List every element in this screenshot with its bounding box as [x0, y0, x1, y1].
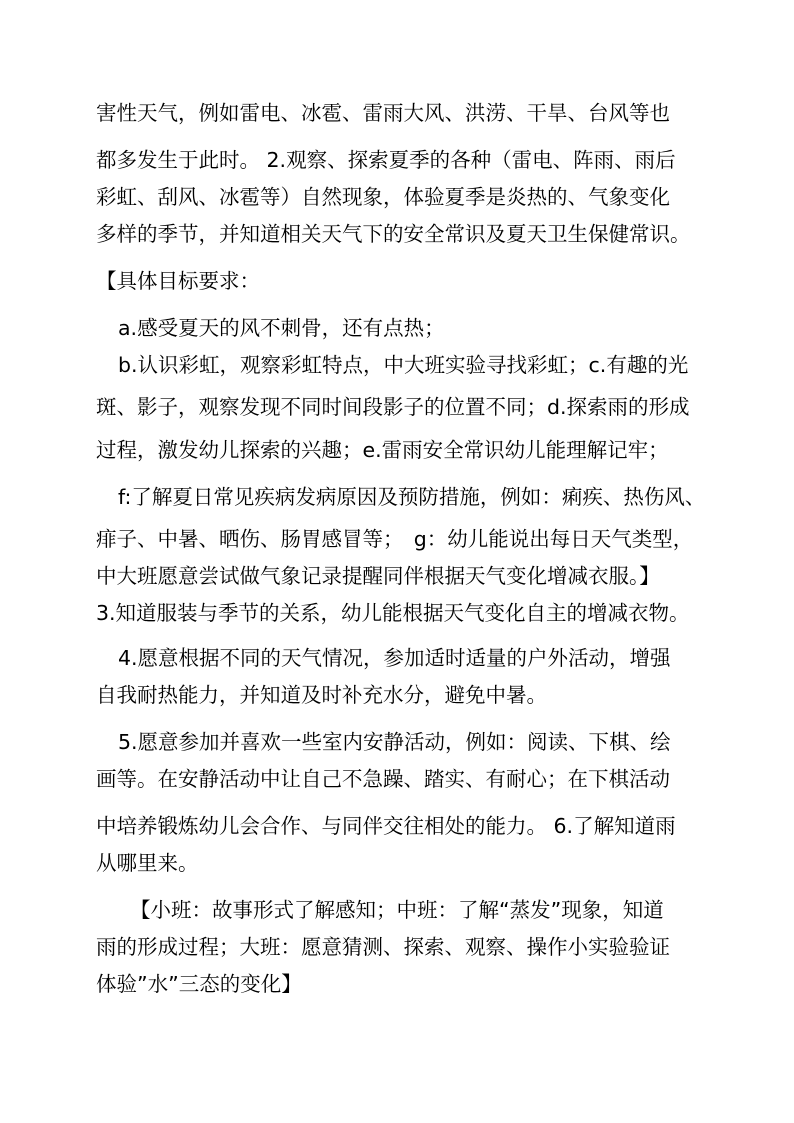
text-line: 害性天气，例如雷电、冰雹、雷雨大风、洪涝、干旱、台风等也 — [96, 101, 670, 125]
text-line: 彩虹、刮风、冰雹等）自然现象，体验夏季是炎热的、气象变化 — [96, 185, 670, 209]
text-line: b.认识彩虹，观察彩虹特点，中大班实验寻找彩虹；c.有趣的光 — [118, 353, 689, 377]
text-line: 【具体目标要求： — [96, 269, 260, 293]
text-line: 斑、影子，观察发现不同时间段影子的位置不同；d.探索雨的形成 — [96, 395, 690, 419]
text-line: 5.愿意参加并喜欢一些室内安静活动，例如：阅读、下棋、绘 — [118, 730, 671, 754]
text-line: 【小班：故事形式了解感知；中班：了解“蒸发”现象，知道 — [130, 898, 664, 922]
text-line: 过程，激发幼儿探索的兴趣；e.雷雨安全常识幼儿能理解记牢； — [96, 438, 669, 462]
text-line: 雨的形成过程；大班：愿意猜测、探索、观察、操作小实验验证 — [96, 935, 670, 959]
text-line: 中大班愿意尝试做气象记录提醒同伴根据天气变化增减衣服。】 — [96, 564, 660, 588]
text-line: 都多发生于此时。 2.观察、探索夏季的各种（雷电、阵雨、雨后 — [96, 148, 676, 172]
text-line: 自我耐热能力，并知道及时补充水分，避免中暑。 — [96, 683, 547, 707]
text-line: 3.知道服装与季节的关系，幼儿能根据天气变化自主的增减衣物。 — [96, 601, 690, 625]
text-line: 痱子、中暑、晒伤、肠胃感冒等； g：幼儿能说出每日天气类型， — [96, 527, 694, 551]
text-line: 多样的季节，并知道相关天气下的安全常识及夏天卫生保健常识。 — [96, 222, 691, 246]
text-line: 体验”水”三态的变化】 — [96, 972, 302, 996]
text-line: a.感受夏天的风不刺骨，还有点热； — [118, 316, 445, 340]
text-line: 4.愿意根据不同的天气情况，参加适时适量的户外活动，增强 — [118, 646, 671, 670]
text-line: 画等。在安静活动中让自己不急躁、踏实、有耐心；在下棋活动 — [96, 767, 670, 791]
text-line: 中培养锻炼幼儿会合作、与同伴交往相处的能力。 6.了解知道雨 — [96, 814, 676, 838]
text-line: f:了解夏日常见疾病发病原因及预防措施，例如：痢疾、热伤风、 — [118, 485, 706, 509]
text-line: 从哪里来。 — [96, 851, 199, 875]
